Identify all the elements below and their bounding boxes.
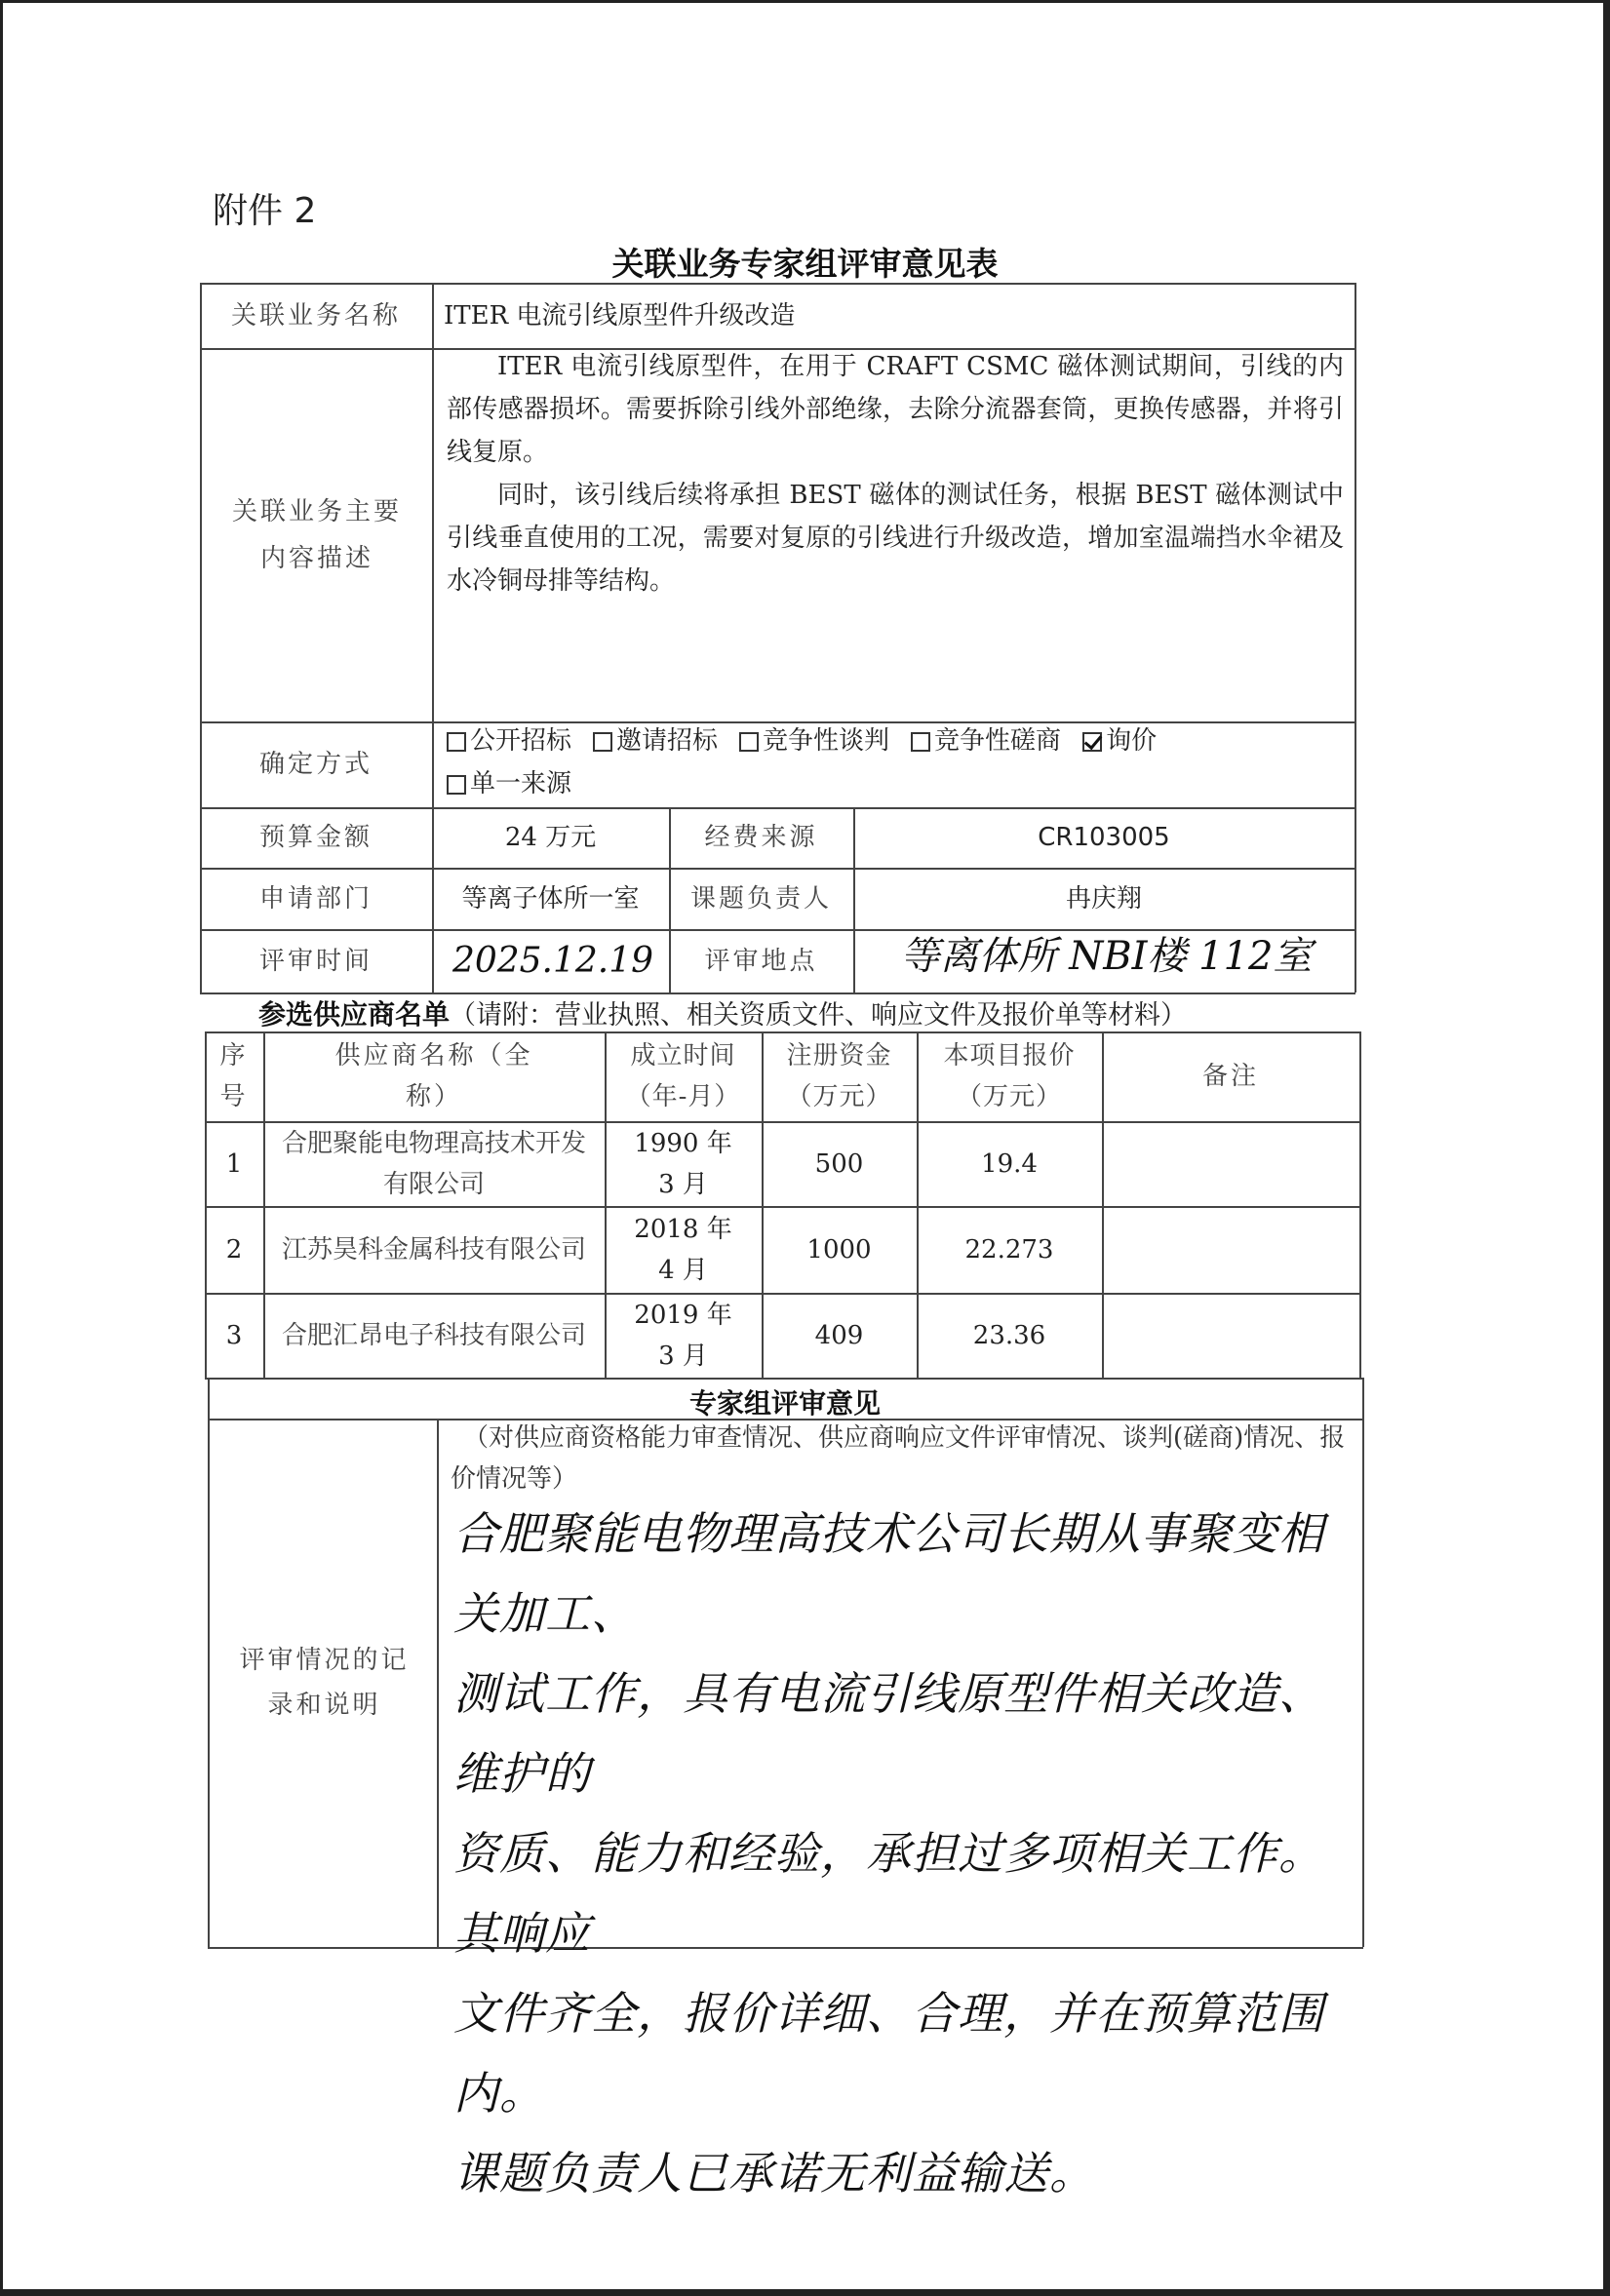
table-row-3-name: 合肥汇昂电子科技有限公司 — [281, 1320, 586, 1350]
header-capital: 注册资金（万元） — [786, 1041, 892, 1111]
opinion-hint: （对供应商资格能力审查情况、供应商响应文件评审情况、谈判(磋商)情况、报价情况等） — [451, 1423, 1346, 1494]
method-label: 确定方式 — [258, 750, 373, 779]
table-row-2-quote: 22.273 — [964, 1234, 1054, 1265]
table-row-3-no: 3 — [225, 1320, 243, 1350]
method-option-inquiry[interactable]: 询价 — [1082, 720, 1157, 762]
table-row-3-quote: 23.36 — [972, 1320, 1046, 1350]
table-row-3-capital: 409 — [814, 1320, 864, 1350]
header-quote: 本项目报价（万元） — [943, 1041, 1076, 1111]
table-row-2-founded: 2018 年 4 月 — [634, 1214, 732, 1285]
review-place-label: 评审地点 — [704, 946, 818, 976]
handwritten-line: 测试工作，具有电流引线原型件相关改造、维护的 — [453, 1667, 1324, 1800]
table-row-2-name: 江苏昊科金属科技有限公司 — [281, 1234, 586, 1265]
fund-source-value: CR103005 — [1038, 823, 1170, 852]
record-label: 评审情况的记录和说明 — [239, 1646, 410, 1720]
supplier-section-title: 参选供应商名单（请附：营业执照、相关资质文件、响应文件及报价单等材料） — [258, 998, 1188, 1031]
table-row-2-no: 2 — [225, 1234, 243, 1265]
method-options — [447, 720, 1344, 805]
checkbox-icon[interactable] — [593, 732, 612, 752]
table-row-1-quote: 19.4 — [981, 1148, 1038, 1179]
handwritten-line: 合肥聚能电物理高技术公司长期从事聚变相关加工、 — [453, 1507, 1324, 1640]
method-option-public[interactable]: 公开招标 — [447, 720, 571, 762]
dept-label: 申请部门 — [258, 883, 373, 914]
budget-value: 24 万元 — [504, 823, 597, 852]
handwritten-line: 资质、能力和经验，承担过多项相关工作。其响应 — [453, 1827, 1324, 1960]
header-founded: 成立时间（年-月） — [625, 1041, 741, 1111]
leader-label: 课题负责人 — [689, 883, 832, 914]
review-time-value: 2025.12.19 — [452, 940, 654, 981]
business-name-value: ITER 电流引线原型件升级改造 — [444, 300, 796, 331]
review-place-value: 等离体所 NBI楼 112室 — [900, 933, 1313, 979]
header-remark: 备注 — [1201, 1062, 1259, 1091]
opinion-handwritten — [453, 1494, 1360, 2213]
table-row-2-remark — [1102, 1206, 1359, 1293]
method-option-consultation[interactable]: 竞争性磋商 — [911, 720, 1061, 762]
table-row-1-capital: 500 — [814, 1148, 864, 1179]
business-name-label: 关联业务名称 — [230, 300, 401, 331]
description-label: 关联业务主要内容描述 — [231, 496, 402, 573]
table-row-1-founded: 1990 年 3 月 — [634, 1128, 732, 1199]
description-text — [447, 345, 1344, 603]
handwritten-line: 文件齐全，报价详细、合理，并在预算范围内。 — [453, 1987, 1324, 2120]
table-row-2-capital: 1000 — [806, 1234, 872, 1265]
checkbox-icon[interactable] — [447, 732, 466, 752]
table-row-1-remark — [1102, 1121, 1359, 1206]
dept-value: 等离子体所一室 — [461, 883, 640, 914]
checkbox-checked-icon[interactable] — [1082, 732, 1102, 752]
budget-label: 预算金额 — [258, 823, 373, 852]
checkbox-icon[interactable] — [739, 732, 759, 752]
review-time-label: 评审时间 — [258, 946, 373, 976]
table-row-1-name: 合肥聚能电物理高技术开发有限公司 — [281, 1128, 586, 1199]
description-paragraph-1: ITER 电流引线原型件，在用于 CRAFT CSMC 磁体测试期间，引线的内部传感器损坏。需要拆除引线外部绝缘，去除分流器套筒，更换传感器，并将引线复原。 — [447, 352, 1344, 467]
table-row-1-no: 1 — [225, 1148, 243, 1179]
form-title: 关联业务专家组评审意见表 — [611, 245, 999, 283]
header-name: 供应商名称（全称） — [334, 1041, 533, 1111]
checkbox-icon[interactable] — [447, 775, 466, 795]
handwritten-line: 课题负责人已承诺无利益输送。 — [453, 2147, 1095, 2199]
description-paragraph-2: 同时，该引线后续将承担 BEST 磁体的测试任务，根据 BEST 磁体测试中引线垂直使用的工况，需要对复原的引线进行升级改造，增加室温端挡水伞裙及水冷铜母排等结构。 — [447, 481, 1344, 596]
opinion-title: 专家组评审意见 — [688, 1387, 881, 1420]
leader-value: 冉庆翔 — [1065, 883, 1142, 914]
method-option-invite[interactable]: 邀请招标 — [593, 720, 718, 762]
table-row-3-founded: 2019 年 3 月 — [634, 1300, 732, 1371]
checkbox-icon[interactable] — [911, 732, 930, 752]
method-option-single-source[interactable]: 单一来源 — [447, 762, 571, 805]
attachment-label: 附件 2 — [213, 191, 317, 231]
header-no: 序号 — [219, 1041, 249, 1111]
fund-source-label: 经费来源 — [704, 823, 818, 852]
method-option-negotiation[interactable]: 竞争性谈判 — [739, 720, 889, 762]
table-row-3-remark — [1102, 1293, 1359, 1378]
